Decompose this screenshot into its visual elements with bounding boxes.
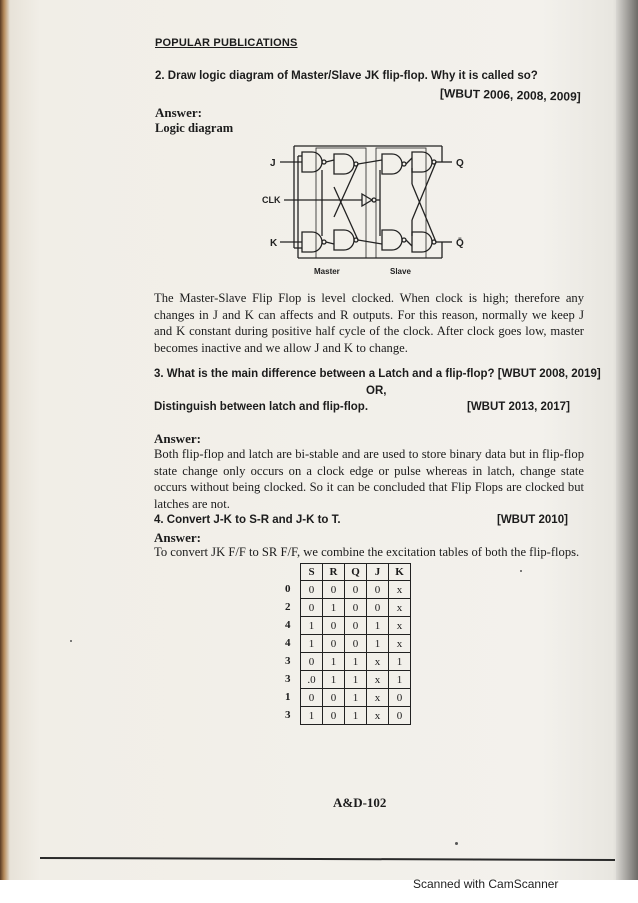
table-cell: 0	[301, 653, 323, 671]
q4-reference: [WBUT 2010]	[497, 514, 568, 526]
page-code: A&D-102	[333, 795, 387, 810]
q2-question: 2. Draw logic diagram of Master/Slave JK flip-flop. Why it is called so?	[155, 70, 538, 82]
table-cell: 0	[345, 635, 367, 653]
column-header: Q	[345, 564, 367, 581]
table-cell: 1	[323, 599, 345, 617]
sr-jk-excitation-table	[300, 563, 411, 725]
table-cell: 0	[301, 689, 323, 707]
table-cell: 1	[345, 707, 367, 725]
table-cell: x	[389, 617, 411, 635]
table-cell: 0	[345, 617, 367, 635]
column-header: J	[367, 564, 389, 581]
table-cell: 0	[389, 707, 411, 725]
table-cell: 1	[389, 653, 411, 671]
q4-answer-label: Answer:	[154, 530, 201, 545]
table-row	[301, 689, 411, 707]
table-cell: x	[367, 671, 389, 689]
column-header: K	[389, 564, 411, 581]
column-header: S	[301, 564, 323, 581]
table-cell: 1	[323, 653, 345, 671]
table-cell: 0	[323, 617, 345, 635]
table-cell: 0	[389, 689, 411, 707]
publisher-header: POPULAR PUBLICATIONS	[155, 37, 298, 49]
q3-answer-label: Answer:	[154, 431, 201, 446]
table-cell: 0	[323, 635, 345, 653]
table-cell: 0	[323, 707, 345, 725]
table-cell: 1	[345, 671, 367, 689]
table-cell: 1	[345, 689, 367, 707]
master-label: Master	[314, 267, 340, 276]
q3-question: 3. What is the main difference between a Latch and a flip-flop? [WBUT 2008, 2019]	[154, 368, 601, 380]
scan-speck	[520, 570, 522, 572]
table-cell: 0	[323, 689, 345, 707]
table-row	[301, 617, 411, 635]
table-cell: 1	[345, 653, 367, 671]
q2-answer-paragraph: The Master-Slave Flip Flop is level clocked. When clock is high; therefore any changes in J and K can affects and R outputs. For this reason, normally we keep J and K constant during positive half cycle of the clock. After clock goes low, master becomes inactive and we allow J and K to change.	[154, 291, 584, 355]
table-row	[301, 635, 411, 653]
bottom-rule	[40, 857, 615, 861]
table-cell: 0	[367, 581, 389, 599]
table-row	[301, 671, 411, 689]
table-cell: 1	[323, 671, 345, 689]
q4-question: 4. Convert J-K to S-R and J-K to T.	[154, 514, 341, 526]
clk-input-label: CLK	[262, 195, 281, 205]
row-label: 3	[285, 673, 291, 685]
table-cell: 1	[301, 617, 323, 635]
row-label: 3	[285, 709, 291, 721]
table-cell: x	[367, 707, 389, 725]
table-cell: 1	[389, 671, 411, 689]
row-label: 0	[285, 583, 291, 595]
table-cell: x	[389, 635, 411, 653]
table-cell: x	[367, 689, 389, 707]
q2-logic-diagram-label: Logic diagram	[155, 121, 234, 135]
row-label: 3	[285, 655, 291, 667]
q3-question-alt: Distinguish between latch and flip-flop.	[154, 401, 369, 413]
row-label: 2	[285, 601, 291, 613]
q4-intro-text: To convert JK F/F to SR F/F, we combine the excitation tables of both the flip-flops.	[154, 545, 580, 559]
scanner-watermark: Scanned with CamScanner	[413, 877, 559, 891]
table-cell: 1	[301, 707, 323, 725]
table-cell: 1	[367, 617, 389, 635]
table-cell: x	[389, 581, 411, 599]
column-header: R	[323, 564, 345, 581]
table-cell: 0	[301, 599, 323, 617]
q3-answer-paragraph: Both flip-flop and latch are bi-stable and are used to store binary data but in flip-flop state change only occurs on a clock edge or pulse whereas in latch, change state occurs without being clocked. So it can be concluded that Flip Flops are clocked but latches are not.	[154, 447, 584, 511]
q2-reference: [WBUT 2006, 2008, 2009]	[439, 86, 581, 104]
row-label: 4	[285, 619, 291, 631]
table-cell: .0	[301, 671, 323, 689]
row-label: 1	[285, 691, 291, 703]
table-cell: 0	[367, 599, 389, 617]
table-row	[301, 653, 411, 671]
table-cell: 1	[367, 635, 389, 653]
qbar-output-label: Q̄	[456, 238, 464, 249]
q-output-label: Q	[456, 158, 464, 169]
table-cell: 0	[323, 581, 345, 599]
table-cell: 0	[345, 599, 367, 617]
j-input-label: J	[270, 158, 276, 169]
scan-speck	[455, 842, 458, 845]
page-spine-shadow	[616, 0, 638, 880]
k-input-label: K	[270, 238, 278, 249]
jk-master-slave-diagram	[262, 142, 472, 277]
table-row	[301, 599, 411, 617]
table-cell: x	[367, 653, 389, 671]
table-cell: x	[389, 599, 411, 617]
excitation-row-labels	[285, 580, 291, 724]
table-row	[301, 707, 411, 725]
row-label: 4	[285, 637, 291, 649]
q3-alt-reference: [WBUT 2013, 2017]	[467, 401, 570, 413]
table-cell: 0	[345, 581, 367, 599]
slave-label: Slave	[390, 267, 411, 276]
table-header-row	[301, 564, 411, 581]
scan-speck	[70, 640, 72, 642]
table-row	[301, 581, 411, 599]
table-cell: 0	[301, 581, 323, 599]
q3-or-label: OR,	[366, 385, 387, 397]
q2-answer-label: Answer:	[155, 105, 202, 120]
table-cell: 1	[301, 635, 323, 653]
